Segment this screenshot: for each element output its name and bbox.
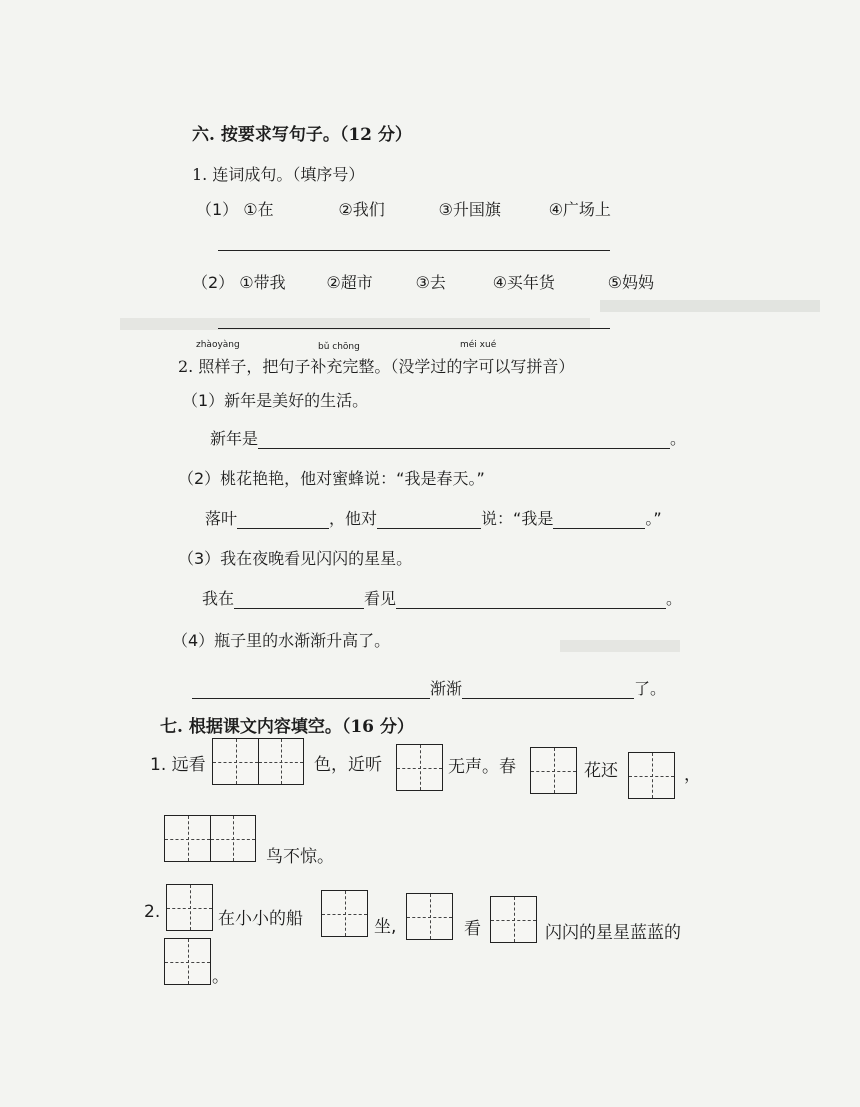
- bleed-through-texture: [600, 300, 820, 312]
- fill-blank[interactable]: [396, 590, 666, 609]
- q2-title: 2. 照样子，把句子补充完整。（没学过的字可以写拼音）: [178, 357, 575, 376]
- q2-example1: （1）新年是美好的生活。: [182, 391, 369, 410]
- fill-blank[interactable]: [192, 680, 430, 699]
- writing-cell[interactable]: [165, 939, 210, 984]
- q2-answer4: 渐渐 了。: [192, 676, 666, 699]
- fill-blank[interactable]: [258, 430, 670, 449]
- word-option: ②我们: [338, 200, 385, 219]
- q2-answer3: 我在 看见 。: [202, 589, 683, 608]
- tianzige-grid[interactable]: [530, 747, 577, 794]
- fill-blank[interactable]: [553, 510, 645, 529]
- word-option: ③去: [415, 273, 446, 292]
- q2-answer1: 新年是 。: [210, 429, 687, 448]
- tianzige-grid[interactable]: [164, 938, 211, 985]
- q2-example2: （2）桃花艳艳，他对蜜蜂说：“我是春天。”: [178, 469, 485, 488]
- s7-line1-text-b: 色，近听: [314, 755, 382, 775]
- writing-cell[interactable]: [165, 816, 210, 861]
- writing-cell[interactable]: [210, 816, 255, 861]
- s7-line1-text-d: 花还: [584, 761, 618, 781]
- fill-blank[interactable]: [237, 510, 329, 529]
- writing-cell[interactable]: [397, 745, 442, 790]
- s7-line1-text-c: 无声。春: [448, 757, 516, 777]
- word-option: ⑤妈妈: [607, 273, 655, 292]
- word-option: ①在: [243, 200, 274, 219]
- word-option: ③升国旗: [438, 200, 501, 219]
- writing-cell[interactable]: [629, 753, 674, 798]
- s7-line3-text-e: 闪闪的星星蓝蓝的: [545, 923, 681, 943]
- q1-part2: （2） ①带我 ②超市 ③去 ④买年货 ⑤妈妈: [192, 270, 654, 293]
- q2-answer2: 落叶 ，他对 说：“我是 。”: [205, 509, 662, 528]
- word-option: ④买年货: [492, 273, 555, 292]
- tianzige-grid[interactable]: [321, 890, 368, 937]
- fill-blank[interactable]: [377, 510, 481, 529]
- q2-example3: （3）我在夜晚看见闪闪的星星。: [178, 549, 413, 568]
- s7-line1-text-e: ，: [684, 765, 701, 785]
- s7-line3-num: 2.: [144, 902, 161, 922]
- tianzige-grid[interactable]: [406, 893, 453, 940]
- word-option: ④广场上: [548, 200, 611, 219]
- writing-cell[interactable]: [213, 739, 258, 784]
- s7-line1-text-a: 1. 远看: [150, 755, 206, 775]
- writing-cell[interactable]: [167, 885, 212, 930]
- s7-line4-text: 。: [212, 967, 229, 987]
- pinyin-annotation: méi xué: [460, 340, 497, 350]
- q1-title: 1. 连词成句。（填序号）: [192, 165, 365, 184]
- tianzige-grid[interactable]: [164, 815, 256, 862]
- writing-cell[interactable]: [491, 897, 536, 942]
- tianzige-grid[interactable]: [490, 896, 537, 943]
- answer-line[interactable]: [218, 328, 610, 329]
- writing-cell[interactable]: [407, 894, 452, 939]
- writing-cell[interactable]: [322, 891, 367, 936]
- s7-line2-text: 鸟不惊。: [266, 847, 334, 867]
- q1-part1: （1） ①在 ②我们 ③升国旗 ④广场上: [196, 197, 611, 220]
- pinyin-annotation: bǔ chōng: [318, 342, 360, 352]
- tianzige-grid[interactable]: [212, 738, 304, 785]
- word-option: ②超市: [326, 273, 373, 292]
- word-option: ①带我: [239, 273, 286, 292]
- pinyin-annotation: zhàoyàng: [196, 340, 240, 350]
- fill-blank[interactable]: [462, 680, 634, 699]
- s7-line3-text-d: 看: [464, 919, 481, 939]
- tianzige-grid[interactable]: [628, 752, 675, 799]
- bleed-through-texture: [560, 640, 680, 652]
- q2-example4: （4）瓶子里的水渐渐升高了。: [172, 631, 391, 650]
- answer-line[interactable]: [218, 250, 610, 251]
- s7-line3-text-b: 在小小的船: [218, 909, 303, 929]
- section7-title: 七. 根据课文内容填空。（16 分）: [160, 717, 414, 737]
- writing-cell[interactable]: [258, 739, 303, 784]
- tianzige-grid[interactable]: [396, 744, 443, 791]
- tianzige-grid[interactable]: [166, 884, 213, 931]
- section6-title: 六. 按要求写句子。（12 分）: [192, 125, 412, 145]
- fill-blank[interactable]: [234, 590, 364, 609]
- writing-cell[interactable]: [531, 748, 576, 793]
- s7-line3-text-c: 坐,: [374, 917, 397, 937]
